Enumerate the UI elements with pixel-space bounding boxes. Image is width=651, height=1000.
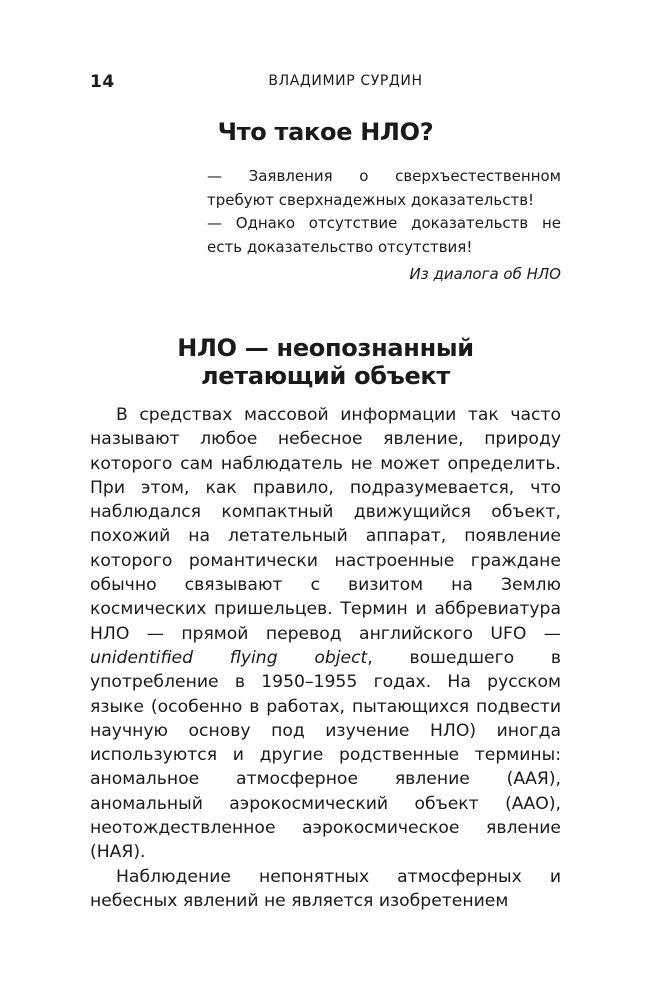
paragraph-1-text-b: , вошедшего в употребление в 1950–1955 годах. На русском языке (особенно в работах, пытающихся подвести научную основу под изучение НЛО) иногда используются и другие родственные термины: аномальное атмосферное явление (ААЯ), аномальный аэрокосмический объект (ААО), неотождествленное аэрокосмическое явление (НАЯ). [90, 647, 561, 863]
epigraph-line-1: — Заявления о сверхъестественном требуют сверхнадежных доказательств! [207, 167, 561, 209]
paragraph-1-italic-term: unidentified flying object [90, 647, 368, 668]
paragraph-1-text-a: В средствах массовой информации так часто называют любое небесное явление, природу которого сам наблюдатель не может определить. При этом, как правило, подразумевается, что наблюдался компактный движущийся объект, похожий на летательный аппарат, появление которого романтически настроенные граждане обычно связывают с визитом на Землю космических пришельцев. Термин и аббревиатура НЛО — прямой перевод английского UFO — [90, 405, 561, 644]
chapter-title: Что такое НЛО? [217, 118, 434, 146]
page-number: 14 [90, 72, 115, 92]
section-title-line-1: НЛО — неопознанный [177, 334, 474, 362]
paragraph-1 [90, 403, 561, 865]
body-text [90, 403, 561, 913]
paragraph-2: Наблюдение непонятных атмосферных и небесных явлений не является изобретением [90, 866, 561, 911]
epigraph-line-2: — Однако отсутствие доказательств не есть доказательство отсутствия! [207, 214, 561, 256]
running-head-author: ВЛАДИМИР СУРДИН [268, 73, 423, 89]
epigraph [207, 165, 561, 287]
section-title-line-2: летающий объект [200, 362, 451, 390]
section-title [90, 334, 561, 390]
epigraph-source: Из диалога об НЛО [409, 265, 561, 283]
